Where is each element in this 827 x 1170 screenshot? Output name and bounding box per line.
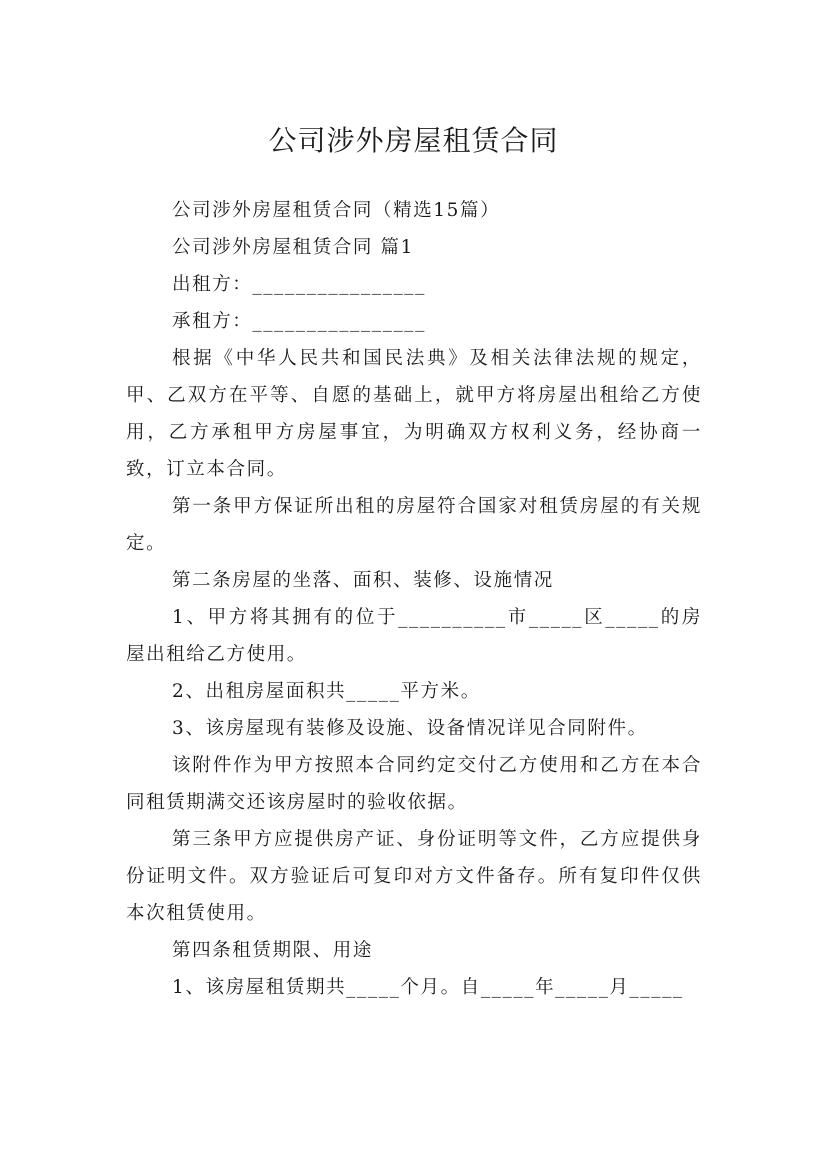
article-4-item-1: 1、该房屋租赁期共_____个月。自_____年_____月_____: [172, 977, 684, 998]
section-heading: 公司涉外房屋租赁合同 篇1: [172, 237, 414, 258]
article-3: 第三条甲方应提供房产证、身份证明等文件，乙方应提供身份证明文件。双方验证后可复印对方文件备存。所有复印件仅供本次租赁使用。: [126, 829, 702, 924]
preamble-paragraph: 根据《中华人民共和国民法典》及相关法律法规的规定，甲、乙双方在平等、自愿的基础上，就甲方将房屋出租给乙方使用，乙方承租甲方房屋事宜，为明确双方权利义务，经协商一致，订立本合同。: [126, 348, 702, 480]
document-title: 公司涉外房屋租赁合同: [268, 123, 559, 157]
document-body: [126, 192, 702, 1006]
annex-paragraph: 该附件作为甲方按照本合同约定交付乙方使用和乙方在本合同租赁期满交还该房屋时的验收依据。: [126, 755, 702, 813]
lessor-line: 出租方：________________: [172, 274, 427, 295]
article-2-item-3: 3、该房屋现有装修及设施、设备情况详见合同附件。: [172, 718, 648, 739]
article-4-heading: 第四条租赁期限、用途: [172, 940, 374, 961]
subtitle-line: 公司涉外房屋租赁合同（精选15篇）: [172, 200, 501, 221]
lessee-line: 承租方：________________: [172, 311, 427, 332]
article-2-item-1: 1、甲方将其拥有的位于__________市_____区_____的房屋出租给乙方使用。: [126, 607, 702, 665]
article-1: 第一条甲方保证所出租的房屋符合国家对租赁房屋的有关规定。: [126, 496, 702, 554]
article-2-heading: 第二条房屋的坐落、面积、装修、设施情况: [172, 570, 554, 591]
article-2-item-2: 2、出租房屋面积共_____平方米。: [172, 681, 481, 702]
